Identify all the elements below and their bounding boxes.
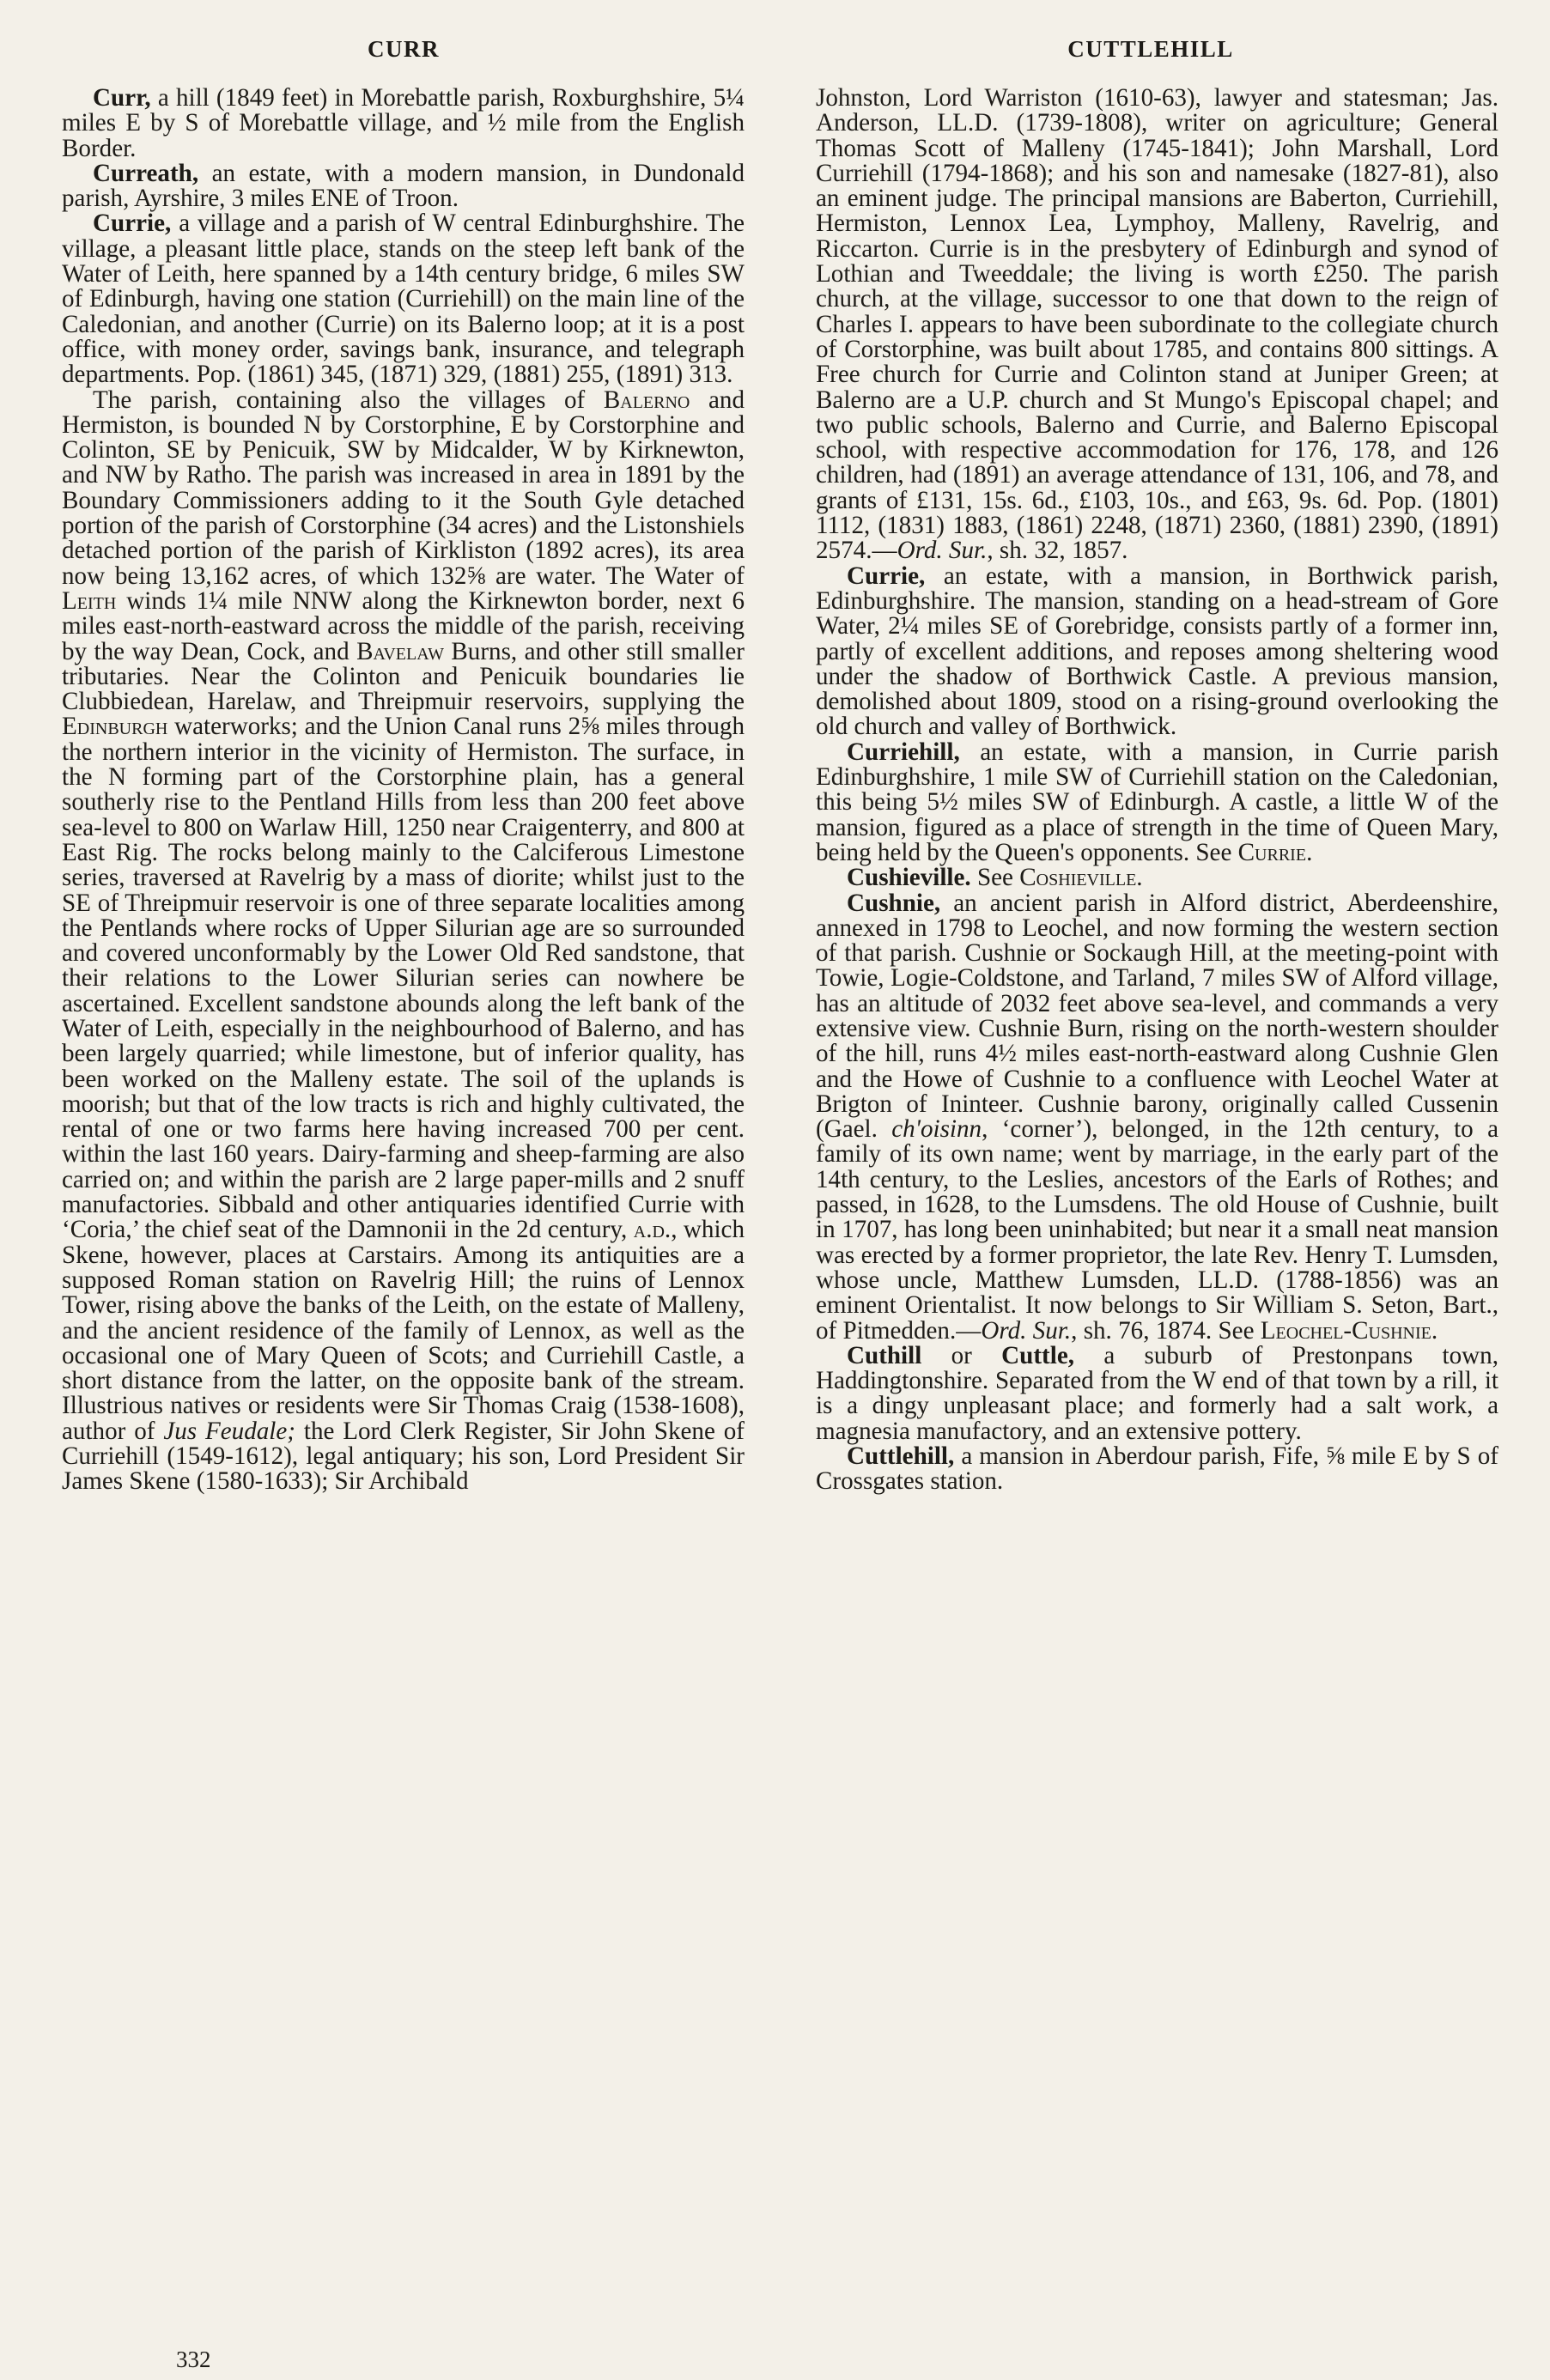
entry-text: a suburb of Prestonpans town, Haddingtonshire. Separated from the W end of that town by a rill, it is a dingy unpleasant place; and formerly had a salt work, a magnesia manufactory, and an extensive pottery. <box>816 1341 1498 1445</box>
headword: Currie, <box>847 562 926 590</box>
entry-text: The parish, containing also the villages of <box>93 386 604 414</box>
cross-reference: Coshieville <box>1019 864 1137 892</box>
era-abbreviation: a.d. <box>633 1216 672 1244</box>
running-head-right: CUTTLEHILL <box>1067 36 1234 62</box>
entry-cushnie <box>816 891 1498 1344</box>
book-title: Jus Feudale; <box>163 1417 295 1445</box>
entry-text: waterworks; and the Union Canal runs 2⅝ miles through the northern interior in the vicinity of Hermiston. The surface, in the N forming part of the Corstorphine plain, has a general southerly rise to the Pentland Hills from less than 200 feet above sea-level to 800 on Warlaw Hill, 1250 near Craigenterry, and 800 at East Rig. The rocks belong mainly to the Calciferous Limestone series, traversed at Ravelrig by a mass of diorite; whilst just to the SE of Threipmuir reservoir is one of three separate localities among the Pentlands where rocks of Upper Silurian age are so surrounded and covered unconformably by the Lower Old Red sandstone, that their relations to the Lower Silurian series can nowhere be ascertained. Excellent sandstone abounds along the left bank of the Water of Leith, especially in the neighbourhood of Balerno, and has been largely quarried; while limestone, but of inferior quality, has been worked on the Malleny estate. The soil of the uplands is moorish; but that of the low tracts is rich and highly cultivated, the rental of one or two farms here having increased 700 per cent. within the last 160 years. Dairy-farming and sheep-farming are also carried on; and within the parish are 2 large paper-mills and 2 snuff manufactories. Sibbald and other antiquaries identified Currie with ‘Coria,’ the chief seat of the Damnonii in the 2d century, <box>62 713 745 1244</box>
survey-reference: Ord. Sur. <box>897 537 988 565</box>
entry-text: , sh. 32, 1857. <box>987 537 1128 565</box>
entry-curreath <box>62 161 745 212</box>
entry-text: a mansion in Aberdour parish, Fife, ⅝ mile E by S of Crossgates station. <box>816 1442 1498 1496</box>
entry-text: an estate, with a modern mansion, in Dundonald parish, Ayrshire, 3 miles ENE of Troon. <box>62 159 745 213</box>
entry-currie-parish <box>62 388 745 1495</box>
entry-cuttlehill <box>816 1444 1498 1495</box>
entry-text: and Hermiston, is bounded N by Corstorphine, E by Corstorphine and Colinton, SE by Penicuik, SW by Midcalder, W by Kirknewton, and NW by Ratho. The parish was increased in area in 1891 by the Boundary Commissioners adding to it the South Gyle detached portion of the parish of Corstorphine (34 acres) and the Listonshiels detached portion of the parish of Kirkliston (1892 acres), its area now being 13,162 acres, of which 132⅝ are water. The Water of <box>62 386 745 590</box>
entry-text: See <box>970 864 1020 892</box>
entry-text: , sh. 76, 1874. See <box>1071 1316 1261 1345</box>
punctuation: . <box>1306 838 1313 866</box>
running-head-left: CURR <box>368 36 440 62</box>
headword: Curr, <box>93 84 151 112</box>
entry-currie-continued <box>816 86 1498 564</box>
entry-text: , which Skene, however, places at Carstairs. Among its antiquities are a supposed Roman station on Ravelrig Hill; the ruins of Lennox Tower, rising above the banks of the Leith, on the estate of Malleny, and the ancient residence of the family of Lennox, as well as the occasional one of Mary Queen of Scots; and Curriehill Castle, a short distance from the latter, on the opposite bank of the stream. Illustrious natives or residents were Sir Thomas Craig (1538-1608), author of <box>62 1216 745 1445</box>
entry-text: a village and a parish of W central Edinburghshire. The village, a pleasant little place, stands on the steep left bank of the Water of Leith, here spanned by a 14th century bridge, 6 miles SW of Edinburgh, having one station (Curriehill) on the main line of the Caledonian, and another (Currie) on its Balerno loop; at it is a post office, with money order, savings bank, insurance, and telegraph departments. Pop. (1861) 345, (1871) 329, (1881) 255, (1891) 313. <box>62 209 745 389</box>
headword: Cushnie, <box>847 889 941 917</box>
cross-reference: Leith <box>62 586 117 615</box>
right-column <box>816 86 1498 1495</box>
headword: Cuthill <box>847 1341 922 1369</box>
page-number: 332 <box>176 2347 211 2372</box>
entry-text: a hill (1849 feet) in Morebattle parish, Roxburghshire, 5¼ miles E by S of Morebattle village, and ½ mile from the English Border. <box>62 84 745 162</box>
cross-reference: Leochel-Cushnie <box>1260 1316 1431 1345</box>
entry-currie-estate <box>816 564 1498 740</box>
entry-text: Burns, and other still smaller tributaries. Near the Colinton and Penicuik boundaries lie Clubbiedean, Harelaw, and Threipmuir reservoirs, supplying the <box>62 637 745 716</box>
headword: Cuttle, <box>1001 1341 1075 1369</box>
punctuation: . <box>1431 1316 1438 1345</box>
survey-reference: Ord. Sur. <box>981 1316 1072 1345</box>
entry-curriehill <box>816 740 1498 865</box>
headword: Curreath, <box>93 159 199 187</box>
entry-text: an ancient parish in Alford district, Aberdeenshire, annexed in 1798 to Leochel, and now forming the western section of that parish. Cushnie or Sockaugh Hill, at the meeting-point with Towie, Logie-Coldstone, and Tarland, 7 miles SW of Alford village, has an altitude of 2032 feet above sea-level, and commands a very extensive view. Cushnie Burn, rising on the north-western shoulder of the hill, runs 4½ miles east-north-eastward along Cushnie Glen and the Howe of Cushnie to a confluence with Leochel Water at Brigton of Ininteer. Cushnie barony, originally called Cussenin (Gael. <box>816 889 1498 1144</box>
entry-curr <box>62 86 745 161</box>
cross-reference: Currie <box>1237 838 1307 866</box>
headword: Currie, <box>93 209 172 238</box>
entry-text: Johnston, Lord Warriston (1610-63), lawyer and statesman; Jas. Anderson, LL.D. (1739-1808), writer on agriculture; General Thomas Scott of Malleny (1745-1841); John Marshall, Lord Curriehill (1794-1868); and his son and namesake (1827-81), also an eminent judge. The principal mansions are Baberton, Curriehill, Hermiston, Lennox Lea, Lymphoy, Malleny, Ravelrig, and Riccarton. Currie is in the presbytery of Edinburgh and synod of Lothian and Tweeddale; the living is worth £250. The parish church, at the village, successor to one that down to the reign of Charles I. appears to have been subordinate to the collegiate church of Corstorphine, was built about 1785, and contains 800 sittings. A Free church for Currie and Colinton stand at Juniper Green; at Balerno are a U.P. church and St Mungo's Episcopal chapel; and two public schools, Balerno and Currie, and Balerno Episcopal school, with respective accommodation for 176, 178, and 126 children, had (1891) an average attendance of 131, 106, and 78, and grants of £131, 15s. 6d., £103, 10s., and £63, 9s. 6d. Pop. (1801) 1112, (1831) 1883, (1861) 2248, (1871) 2360, (1881) 2390, (1891) 2574.— <box>816 84 1498 565</box>
headword: Curriehill, <box>847 738 960 766</box>
entry-text: the Lord Clerk Register, Sir John Skene of Curriehill (1549-1612), legal antiquary; his son, Lord President Sir James Skene (1580-1633); Sir Archibald <box>62 1417 745 1496</box>
headword: Cushieville. <box>847 864 971 892</box>
entry-cushieville <box>816 865 1498 890</box>
cross-reference: Balerno <box>603 386 690 414</box>
cross-reference: Bavelaw <box>356 637 444 665</box>
headword: Cuttlehill, <box>847 1442 955 1471</box>
entry-cuthill <box>816 1341 1498 1445</box>
gaelic-term: ch'oisinn <box>891 1115 982 1144</box>
entry-text: an estate, with a mansion, in Borthwick parish, Edinburghshire. The mansion, standing on a head-stream of Gore Water, 2¼ miles SE of Gorebridge, consists partly of a former inn, partly of excellent additions, and reposes among sheltering wood under the shadow of Borthwick Castle. A previous mansion, demolished about 1809, stood on a rising-ground overlooking the old church and valley of Borthwick. <box>816 562 1498 741</box>
entry-text: winds 1¼ mile NNW along the Kirknewton border, next 6 miles east-north-eastward across the middle of the parish, receiving by the way Dean, Cock, and <box>62 586 745 665</box>
entry-text: , ‘corner’), belonged, in the 12th century, to a family of its own name; went by marriage, in the early part of the 14th century, to the Leslies, ancestors of the Earls of Rothes; and passed, in 1628, to the Lumsdens. The old House of Cushnie, built in 1707, has long been uninhabited; but near it a small neat mansion was erected by a former proprietor, the late Rev. Henry T. Lumsden, whose uncle, Matthew Lumsden, LL.D. (1788-1856) was an eminent Orientalist. It now belongs to Sir William S. Seton, Bart., of Pitmedden.— <box>816 1115 1498 1345</box>
entry-text: or <box>921 1341 1002 1369</box>
left-column <box>62 86 745 1495</box>
entry-currie <box>62 211 745 387</box>
entry-text: an estate, with a mansion, in Currie parish Edinburghshire, 1 mile SW of Curriehill station on the Caledonian, this being 5½ miles SW of Edinburgh. A castle, a little W of the mansion, figured as a place of strength in the time of Queen Mary, being held by the Queen's opponents. See <box>816 738 1498 866</box>
cross-reference: Edinburgh <box>62 713 168 741</box>
punctuation: . <box>1136 864 1143 892</box>
